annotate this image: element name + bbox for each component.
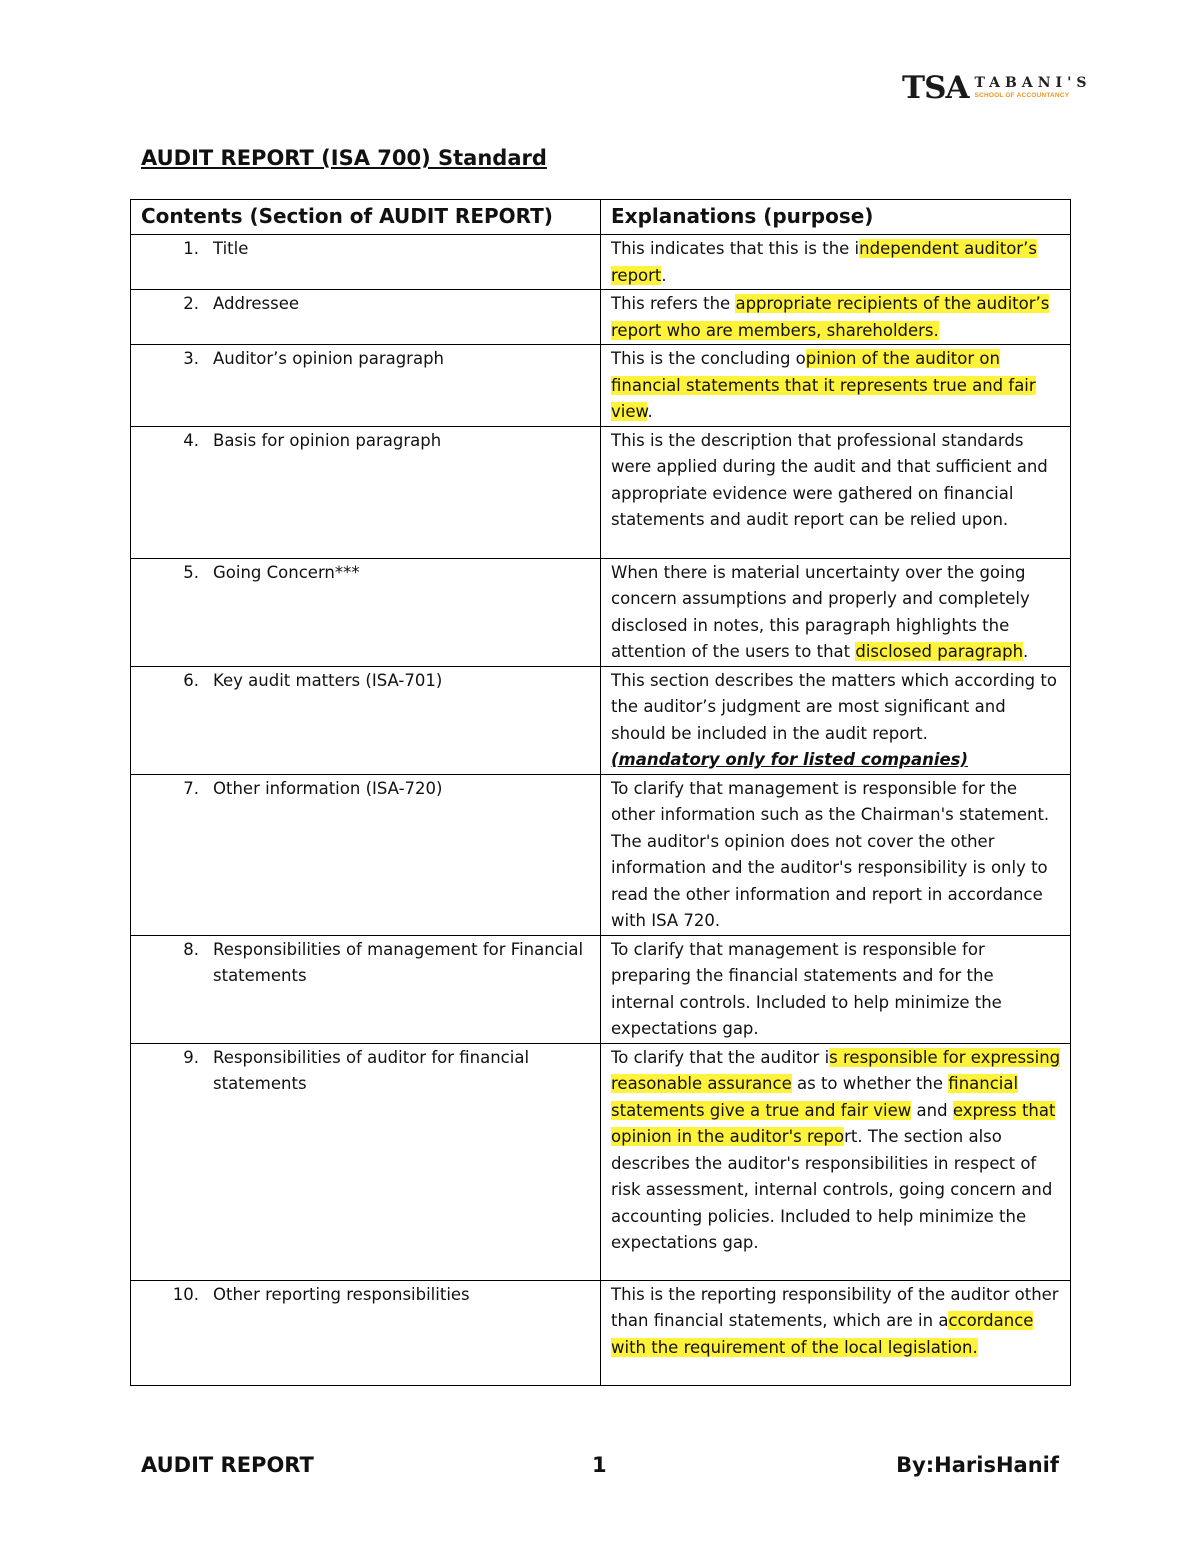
explanation-text: To clarify that management is responsible for the other information such as the Chairman's statement. The auditor's opinion does not cover the other information and the auditor's responsibility is only to read the other information and report in accordance with ISA 720. xyxy=(611,778,1050,930)
section-item xyxy=(131,346,592,373)
section-item xyxy=(131,937,592,990)
section-item xyxy=(131,236,592,263)
audit-report-table xyxy=(130,199,1071,1386)
section-number: 2. xyxy=(183,294,199,313)
footer-title: AUDIT REPORT xyxy=(141,1453,314,1477)
explanation-text: To clarify that the auditor i xyxy=(611,1047,830,1067)
table-row xyxy=(131,345,1071,427)
section-label: Addressee xyxy=(213,294,300,313)
section-number: 1. xyxy=(183,239,199,258)
highlighted-text: ndependent auditor’s report xyxy=(611,239,1037,285)
highlighted-text: ccordance with the requirement of the local legislation. xyxy=(611,1311,1034,1357)
explanation-text: This refers the xyxy=(611,294,736,313)
section-label: Basis for opinion paragraph xyxy=(213,430,442,450)
explanation-cell xyxy=(601,290,1071,345)
section-item xyxy=(131,1045,592,1098)
explanation-text: rt. The section also describes the auditor's responsibilities in respect of risk assessment, internal controls, going concern and accounting policies. Included to help minimize the expectations gap. xyxy=(611,1127,1053,1252)
section-cell xyxy=(131,558,601,666)
explanation-cell xyxy=(601,1280,1071,1385)
section-cell xyxy=(131,666,601,774)
table-body xyxy=(131,235,1071,1386)
explanation-text: This is the concluding o xyxy=(611,349,806,368)
explanation-text: This is the reporting responsibility of the auditor other than financial statements, which are in a xyxy=(611,1284,1059,1330)
footer-author: By:HarisHanif xyxy=(896,1453,1059,1477)
explanation-text: This is the description that professional standards were applied during the audit and that sufficient and appropriate evidence were gathered on financial statements and audit report can be relied upon. xyxy=(611,430,1048,529)
table-row xyxy=(131,774,1071,935)
explanation-cell xyxy=(601,345,1071,427)
section-cell xyxy=(131,935,601,1043)
section-cell xyxy=(131,235,601,290)
table-row xyxy=(131,666,1071,774)
highlighted-text: financial statements give a true and fair view xyxy=(611,1074,1019,1120)
section-cell xyxy=(131,1043,601,1280)
explanation-text: and xyxy=(911,1100,953,1120)
document-title: AUDIT REPORT (ISA 700) Standard xyxy=(141,146,547,170)
section-item xyxy=(131,668,592,695)
section-cell xyxy=(131,774,601,935)
highlighted-text: appropriate recipients of the auditor’s report who are members, shareholders. xyxy=(611,294,1050,340)
highlighted-text: s responsible for expressing reasonable assurance xyxy=(611,1047,1061,1093)
section-cell xyxy=(131,426,601,558)
school-logo xyxy=(902,69,1092,106)
section-item xyxy=(131,291,592,318)
explanation-text: This indicates that this is the i xyxy=(611,239,860,258)
table-row xyxy=(131,426,1071,558)
explanation-cell xyxy=(601,235,1071,290)
section-item xyxy=(131,1282,592,1309)
column-header-contents: Contents (Section of AUDIT REPORT) xyxy=(131,200,601,235)
explanation-text: . xyxy=(1023,642,1029,661)
explanation-cell xyxy=(601,426,1071,558)
logo-mark: TSA xyxy=(902,69,969,106)
explanation-cell xyxy=(601,558,1071,666)
section-cell xyxy=(131,345,601,427)
explanation-text: To clarify that management is responsible for preparing the financial statements and for the internal controls. Included to help minimize the expectations gap. xyxy=(611,939,1002,1038)
highlighted-text: express that opinion in the auditor's repo xyxy=(611,1100,1056,1146)
explanation-text: When there is material uncertainty over the going concern assumptions and properly and completely disclosed in notes, this paragraph highlights the attention of the users to that xyxy=(611,562,1030,661)
table-row xyxy=(131,935,1071,1043)
explanation-text: as to whether the xyxy=(791,1074,949,1093)
section-number: 3. xyxy=(183,349,199,368)
section-number: 7. xyxy=(183,778,199,798)
table-row xyxy=(131,290,1071,345)
section-label: Title xyxy=(213,239,249,258)
section-number: 6. xyxy=(183,670,199,690)
section-item xyxy=(131,560,592,587)
logo-text xyxy=(975,76,1092,100)
footer-page-number: 1 xyxy=(592,1453,607,1477)
section-label: Key audit matters (ISA-701) xyxy=(213,670,443,690)
explanation-text: This section describes the matters which according to the auditor’s judgment are most significant and should be included in the audit report. xyxy=(611,670,1057,743)
column-header-explanations: Explanations (purpose) xyxy=(601,200,1071,235)
section-number: 10. xyxy=(172,1284,199,1304)
explanation-text: . xyxy=(647,402,653,421)
section-number: 9. xyxy=(183,1047,199,1067)
section-label: Going Concern*** xyxy=(213,562,360,582)
section-cell xyxy=(131,290,601,345)
table-row xyxy=(131,1280,1071,1385)
section-label: Other information (ISA-720) xyxy=(213,778,443,798)
section-item xyxy=(131,776,592,803)
section-number: 4. xyxy=(183,430,199,450)
section-number: 5. xyxy=(183,562,199,582)
section-label: Other reporting responsibilities xyxy=(213,1284,470,1304)
section-number: 8. xyxy=(183,939,199,959)
highlighted-text: pinion of the auditor on financial statements that it represents true and fair view xyxy=(611,349,1036,421)
explanation-note: (mandatory only for listed companies) xyxy=(611,750,969,769)
section-item xyxy=(131,428,592,455)
explanation-cell xyxy=(601,774,1071,935)
section-cell xyxy=(131,1280,601,1385)
explanation-text: . xyxy=(661,265,667,285)
table-header-row xyxy=(131,200,1071,235)
highlighted-text: disclosed paragraph xyxy=(855,642,1024,661)
section-label: Responsibilities of management for Financial statements xyxy=(213,939,584,985)
section-label: Responsibilities of auditor for financial statements xyxy=(213,1047,530,1093)
section-label: Auditor’s opinion paragraph xyxy=(213,349,445,368)
table-row xyxy=(131,1043,1071,1280)
explanation-cell xyxy=(601,666,1071,774)
table-row xyxy=(131,235,1071,290)
logo-subtitle: SCHOOL OF ACCOUNTANCY xyxy=(974,92,1070,100)
explanation-cell xyxy=(601,1043,1071,1280)
table-row xyxy=(131,558,1071,666)
logo-name: TABANI'S xyxy=(974,75,1092,92)
explanation-cell xyxy=(601,935,1071,1043)
